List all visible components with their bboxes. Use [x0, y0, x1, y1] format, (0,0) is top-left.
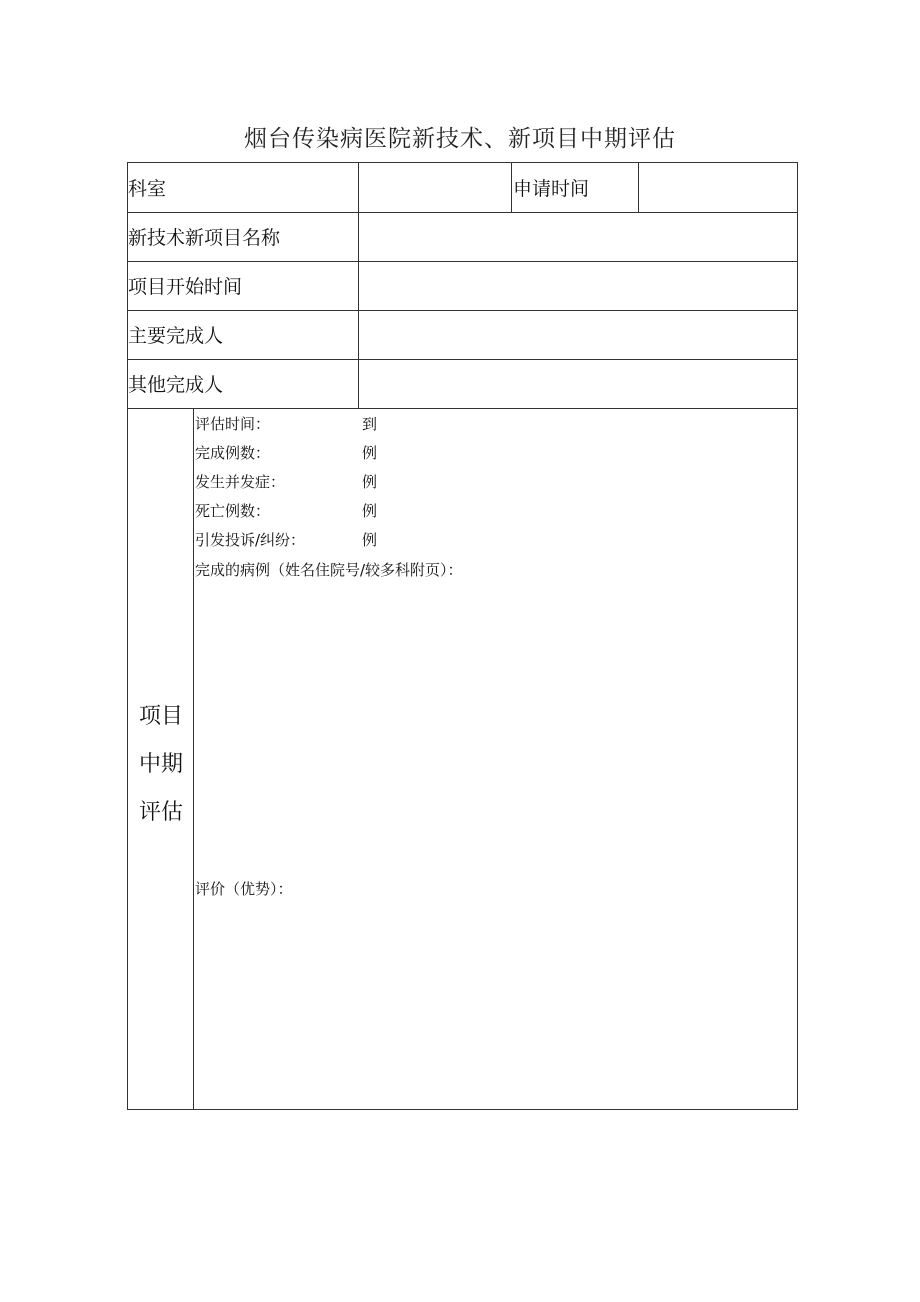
other-person-field[interactable]	[360, 361, 796, 409]
section-label-line: 项目	[138, 704, 183, 729]
section-label-line: 评估	[138, 800, 183, 825]
evaluation-form-table	[127, 162, 798, 1110]
project-name-label: 新技术新项目名称	[128, 227, 281, 249]
deaths-label: 死亡例数：	[195, 502, 271, 520]
completed-cases-label: 完成例数：	[195, 444, 271, 462]
evaluation-time-label: 评估时间：	[195, 415, 271, 433]
main-person-field[interactable]	[360, 312, 796, 360]
advantage-evaluation-label: 评价（优势）：	[195, 880, 293, 898]
start-time-label: 项目开始时间	[128, 276, 243, 298]
complaints-unit: 例	[362, 531, 378, 549]
department-label: 科室	[128, 178, 167, 200]
complications-label: 发生并发症：	[195, 473, 286, 491]
project-name-field[interactable]	[360, 214, 796, 262]
apply-time-field[interactable]	[640, 165, 796, 213]
start-time-field[interactable]	[360, 263, 796, 311]
deaths-unit: 例	[362, 502, 378, 520]
apply-time-label: 申请时间	[513, 178, 590, 200]
evaluation-time-unit: 到	[362, 415, 378, 433]
page-title: 烟台传染病医院新技术、新项目中期评估	[244, 126, 676, 152]
completed-cases-list-label: 完成的病例（姓名住院号/较多科附页）：	[195, 561, 463, 579]
column-divider	[511, 163, 512, 212]
section-label-line: 中期	[138, 752, 183, 777]
other-person-label: 其他完成人	[128, 374, 224, 396]
complaints-label: 引发投诉/纠纷：	[195, 531, 306, 549]
department-field[interactable]	[360, 165, 510, 213]
main-person-label: 主要完成人	[128, 325, 224, 347]
column-divider	[358, 163, 359, 408]
complications-unit: 例	[362, 473, 378, 491]
column-divider	[638, 163, 639, 212]
mid-term-evaluation-label	[128, 693, 194, 837]
completed-cases-unit: 例	[362, 444, 378, 462]
